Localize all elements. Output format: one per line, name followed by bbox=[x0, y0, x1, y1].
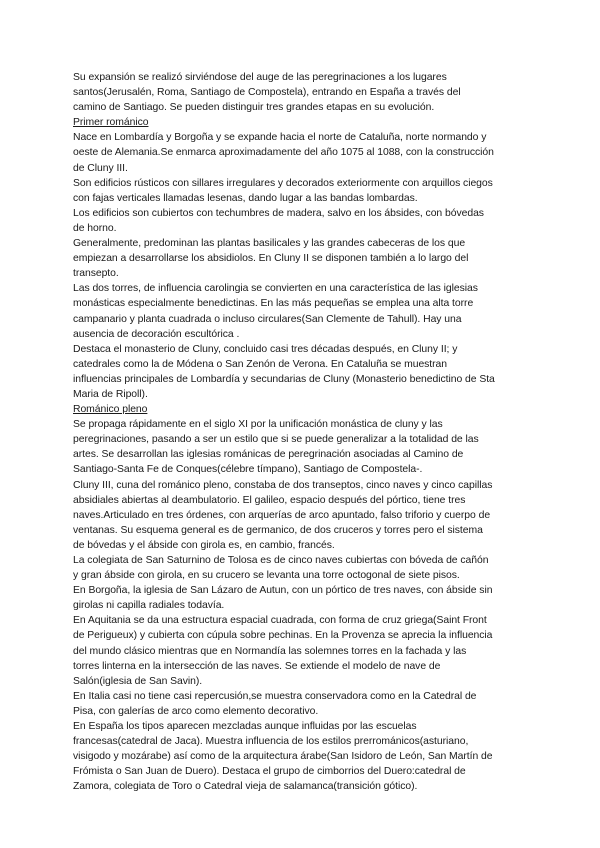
paragraph bbox=[73, 553, 570, 583]
text-line: Zamora, colegiata de Toro o Catedral vieja de salamanca(transición gótico). bbox=[73, 781, 418, 793]
text-line: Las dos torres, de influencia carolingia se convierten en una característica de las iglesias bbox=[73, 283, 478, 295]
text-line: del mundo clásico mientras que en Normandía las solemnes torres en la fachada y las bbox=[73, 645, 467, 657]
paragraph bbox=[73, 130, 570, 175]
text-line: de Cluny III. bbox=[73, 162, 128, 174]
paragraph bbox=[73, 583, 570, 613]
text-line: de Perigueux) y cubierta con cúpula sobre pechinas. En la Provenza se aprecia la influencia bbox=[73, 630, 493, 642]
section-heading-romanico-pleno: Románico pleno bbox=[73, 404, 148, 416]
paragraph bbox=[73, 281, 570, 341]
text-line: Son edificios rústicos con sillares irregulares y decorados exteriormente con arquillos ciegos bbox=[73, 177, 493, 189]
text-line: Su expansión se realizó sirviéndose del auge de las peregrinaciones a los lugares bbox=[73, 72, 447, 83]
text-line: visigodo y mozárabe) así como de la arquitectura árabe(San Isidoro de León, San Martín de bbox=[73, 751, 493, 763]
paragraph bbox=[73, 342, 570, 402]
text-line: peregrinaciones, pasando a ser un estilo que si se puede generalizar a la totalidad de las bbox=[73, 434, 479, 446]
text-line: camino de Santiago. Se pueden distinguir tres grandes etapas en su evolución. bbox=[73, 102, 435, 114]
text-line: de horno. bbox=[73, 222, 117, 234]
text-line: catedrales como la de Módena o San Zenón de Verona. En Cataluña se muestran bbox=[73, 358, 448, 370]
text-line: girolas ni capilla radiales todavía. bbox=[73, 600, 225, 612]
text-line: En Aquitania se da una estructura espacial cuadrada, con forma de cruz griega(Saint Front bbox=[73, 615, 487, 627]
text-line: artes. Se desarrollan las iglesias románicas de peregrinación asociadas al Camino de bbox=[73, 449, 464, 461]
text-line: absidiales abiertas al deambulatorio. El galileo, espacio después del pórtico, tiene tres bbox=[73, 494, 466, 506]
text-line: campanario y planta cuadrada o incluso circulares(San Clemente de Tahull). Hay una bbox=[73, 313, 462, 325]
text-line: monásticas especialmente benedictinas. En las más pequeñas se emplea una alta torre bbox=[73, 298, 474, 310]
text-line: Cluny III, cuna del románico pleno, constaba de dos transeptos, cinco naves y cinco capillas bbox=[73, 479, 493, 491]
text-line: oeste de Alemania.Se enmarca aproximadamente del año 1075 al 1088, con la construcción bbox=[73, 147, 494, 159]
intro-paragraph bbox=[73, 70, 570, 115]
paragraph bbox=[73, 478, 570, 553]
text-line: con fajas verticales llamadas lesenas, dando lugar a las bandas lombardas. bbox=[73, 192, 418, 204]
text-line: ventanas. Su esquema general es de germanico, de dos cruceros y torres pero el sistema bbox=[73, 524, 483, 536]
paragraph bbox=[73, 417, 570, 477]
paragraph bbox=[73, 719, 570, 794]
text-line: influencias principales de Lombardía y secundarias de Cluny (Monasterio benedictino de Sta bbox=[73, 373, 495, 385]
paragraph bbox=[73, 206, 570, 236]
text-line: Santiago-Santa Fe de Conques(célebre tímpano), Santiago de Compostela-. bbox=[73, 464, 423, 476]
paragraph bbox=[73, 613, 570, 688]
text-line: Maria de Ripoll). bbox=[73, 388, 148, 400]
text-line: Pisa, con galerías de arco como elemento decorativo. bbox=[73, 705, 319, 717]
text-line: Destaca el monasterio de Cluny, concluido casi tres décadas después, en Cluny II; y bbox=[73, 343, 458, 355]
text-line: En Borgoña, la iglesia de San Lázaro de Autun, con un pórtico de tres naves, con ábside sin bbox=[73, 585, 493, 597]
text-line: de bóvedas y el ábside con girola es, en cambio, francés. bbox=[73, 539, 335, 551]
text-line: naves.Articulado en tres órdenes, con arquerías de arco apuntado, falso triforio y cuerpo de bbox=[73, 509, 491, 521]
text-line: La colegiata de San Saturnino de Tolosa es de cinco naves cubiertas con bóveda de cañón bbox=[73, 555, 489, 566]
text-line: Se propaga rápidamente en el siglo XI por la unificación monástica de cluny y las bbox=[73, 419, 443, 431]
text-line: En Italia casi no tiene casi repercusión,se muestra conservadora como en la Catedral de bbox=[73, 690, 477, 702]
text-line: ausencia de decoración escultórica . bbox=[73, 328, 240, 340]
text-line: empiezan a desarrollarse los absidiolos. En Cluny II se disponen también a lo largo del bbox=[73, 253, 469, 265]
section-heading-primer-romanico: Primer románico bbox=[73, 117, 149, 129]
text-line: francesas(catedral de Jaca). Muestra influencia de los estilos prerrománicos(asturiano, bbox=[73, 736, 469, 748]
text-line: Frómista o San Juan de Duero). Destaca el grupo de cimborrios del Duero:catedral de bbox=[73, 766, 466, 778]
text-line: Nace en Lombardía y Borgoña y se expande hacia el norte de Cataluña, norte normando y bbox=[73, 132, 487, 144]
text-line: Los edificios son cubiertos con techumbres de madera, salvo en los ábsides, con bóvedas bbox=[73, 207, 484, 219]
text-line: santos(Jerusalén, Roma, Santiago de Compostela), entrando en España a través del bbox=[73, 87, 461, 99]
paragraph bbox=[73, 176, 570, 206]
text-line: y gran ábside con girola, en su crucero se levanta una torre octogonal de siete pisos. bbox=[73, 570, 460, 582]
text-line: torres linterna en la intersección de las naves. Se extiende el modelo de nave de bbox=[73, 660, 441, 672]
text-line: Salón(iglesia de San Savin). bbox=[73, 675, 203, 687]
text-line: Generalmente, predominan las plantas basilicales y las grandes cabeceras de los que bbox=[73, 238, 466, 250]
paragraph bbox=[73, 689, 570, 719]
paragraph bbox=[73, 236, 570, 281]
text-line: En España los tipos aparecen mezcladas aunque influidas por las escuelas bbox=[73, 721, 417, 733]
text-line: transepto. bbox=[73, 268, 119, 280]
